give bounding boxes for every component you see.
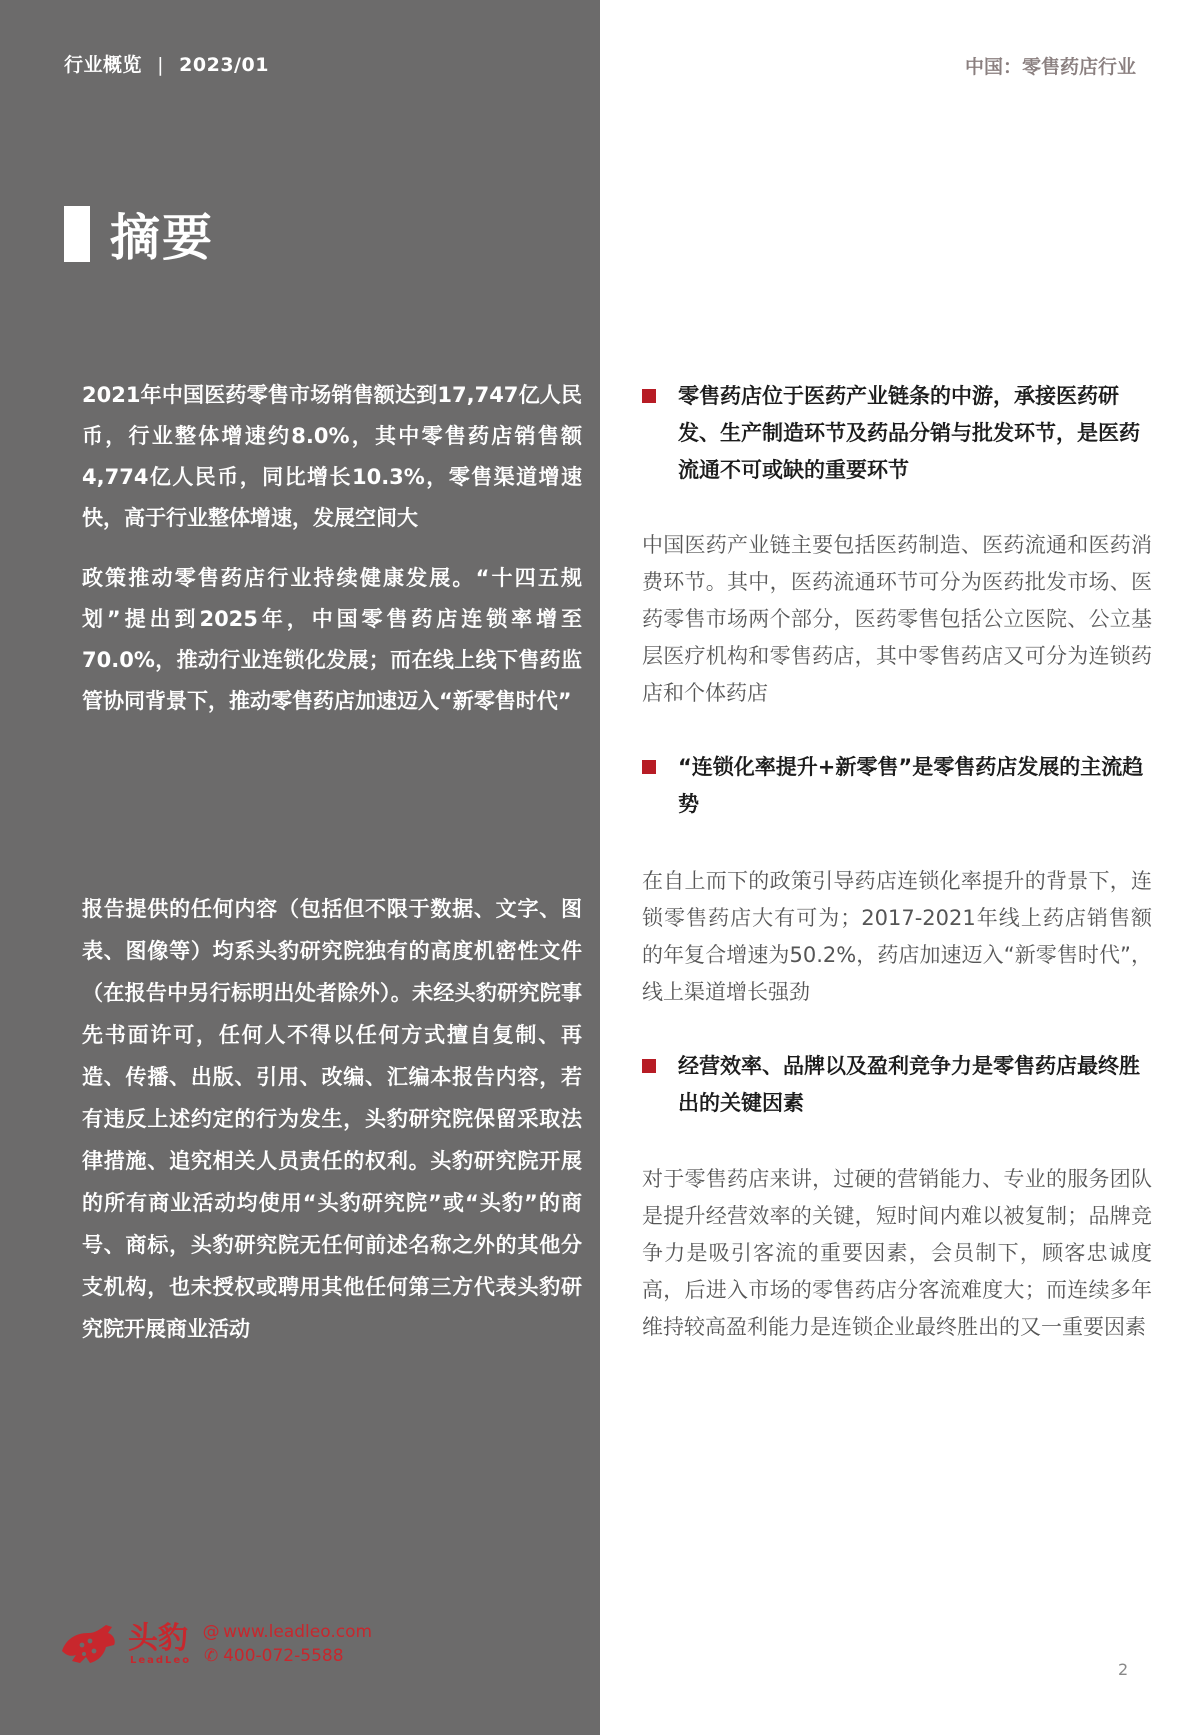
leopard-icon bbox=[60, 1621, 118, 1667]
key-point-heading-text: “连锁化率提升+新零售”是零售药店发展的主流趋势 bbox=[678, 755, 1144, 816]
page-number: 2 bbox=[1118, 1660, 1129, 1679]
logo-name-en: LeadLeo bbox=[130, 1654, 192, 1666]
summary-paragraph-policy: 政策推动零售药店行业持续健康发展。“十四五规划”提出到2025年，中国零售药店连锁率增至70.0%，推动行业连锁化发展；而在线上线下售药监管协同背景下，推动零售药店加速迈入“新零售时代” bbox=[82, 566, 582, 713]
header-separator: | bbox=[157, 54, 165, 76]
key-point-heading bbox=[642, 1048, 1152, 1122]
summary-paragraph-market: 2021年中国医药零售市场销售额达到17,747亿人民币，行业整体增速约8.0%，其中零售药店销售额4,774亿人民币，同比增长10.3%，零售渠道增速快，高于行业整体增速，发展空间大 bbox=[82, 383, 582, 530]
header-section-date bbox=[64, 50, 269, 77]
key-point-body: 中国医药产业链主要包括医药制造、医药流通和医药消费环节。其中，医药流通环节可分为医药批发市场、医药零售市场两个部分，医药零售包括公立医院、公立基层医疗机构和零售药店，其中零售药店又可分为连锁药店和个体药店 bbox=[642, 533, 1152, 705]
key-point-heading-text: 零售药店位于医药产业链条的中游，承接医药研发、生产制造环节及药品分销与批发环节，是医药流通不可或缺的重要环节 bbox=[678, 384, 1140, 482]
bullet-square-icon bbox=[642, 760, 656, 774]
bullet-square-icon bbox=[642, 1059, 656, 1073]
key-point-body: 对于零售药店来讲，过硬的营销能力、专业的服务团队是提升经营效率的关键，短时间内难以被复制；品牌竞争力是吸引客流的重要因素，会员制下，顾客忠诚度高，后进入市场的零售药店分客流难度大；而连续多年维持较高盈利能力是连锁企业最终胜出的又一重要因素 bbox=[642, 1167, 1152, 1339]
phone-icon: ✆ bbox=[203, 1646, 219, 1666]
page-title-block bbox=[64, 198, 214, 270]
logo-name-cn: 头豹 bbox=[128, 1620, 188, 1656]
web-icon: @ bbox=[202, 1622, 220, 1642]
report-title: 中国：零售药店行业 bbox=[964, 56, 1136, 78]
title-accent-bar bbox=[64, 206, 90, 262]
contact-info bbox=[201, 1620, 372, 1668]
key-point-heading-text: 经营效率、品牌以及盈利竞争力是零售药店最终胜出的关键因素 bbox=[678, 1054, 1140, 1115]
bullet-square-icon bbox=[642, 389, 656, 403]
key-point-heading bbox=[642, 378, 1152, 489]
key-point-heading bbox=[642, 749, 1152, 823]
key-point-body: 在自上而下的政策引导药店连锁化率提升的背景下，连锁零售药店大有可为；2017-2021年线上药店销售额的年复合增速为50.2%，药店加速迈入“新零售时代”，线上渠道增长强劲 bbox=[642, 869, 1152, 1004]
logo-wordmark bbox=[128, 1620, 192, 1666]
page-title: 摘要 bbox=[110, 209, 214, 267]
leadleo-logo bbox=[60, 1620, 372, 1668]
report-date: 2023/01 bbox=[179, 54, 269, 76]
copyright-notice: 报告提供的任何内容（包括但不限于数据、文字、图表、图像等）均系头豹研究院独有的高度机密性文件（在报告中另行标明出处者除外）。未经头豹研究院事先书面许可，任何人不得以任何方式擅自复制、再造、传播、出版、引用、改编、汇编本报告内容，若有违反上述约定的行为发生，头豹研究院保留采取法律措施、追究相关人员责任的权利。头豹研究院开展的所有商业活动均使用“头豹研究院”或“头豹”的商号、商标，头豹研究院无任何前述名称之外的其他分支机构，也未授权或聘用其他任何第三方代表头豹研究院开展商业活动 bbox=[82, 897, 582, 1341]
section-label: 行业概览 bbox=[64, 54, 143, 76]
website-link[interactable]: www.leadleo.com bbox=[223, 1622, 373, 1642]
phone-number: 400-072-5588 bbox=[223, 1646, 344, 1666]
